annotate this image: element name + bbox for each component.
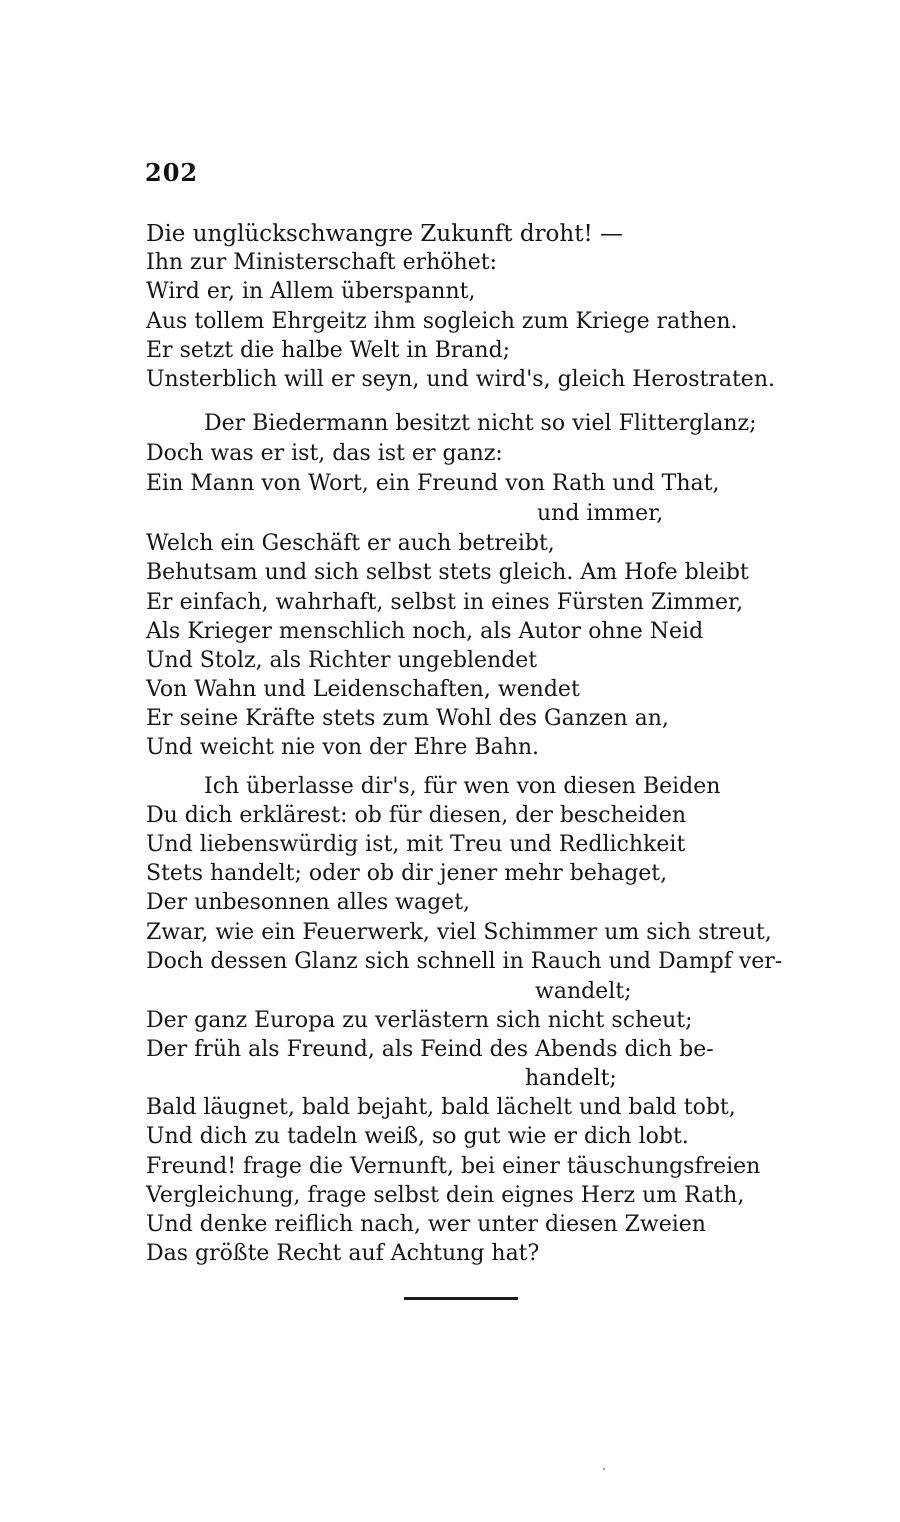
poem-line: Doch was er ist, das ist er ganz: [146, 441, 503, 466]
poem-line: Und denke reiflich nach, wer unter diesen Zweien [146, 1212, 706, 1237]
poem-line: Unsterblich will er seyn, und wird's, gleich Herostraten. [146, 367, 775, 392]
poem-line: handelt; [525, 1066, 617, 1091]
poem-line: Der früh als Freund, als Feind des Abends dich be- [146, 1037, 714, 1062]
poem-line: Die unglückschwangre Zukunft droht! — [146, 221, 624, 247]
poem-line: Wird er, in Allem überspannt, [146, 279, 476, 304]
poem-line: Ich überlasse dir's, für wen von diesen Beiden [204, 774, 721, 799]
poem-line: Ein Mann von Wort, ein Freund von Rath und That, [146, 471, 720, 496]
poem-line: Behutsam und sich selbst stets gleich. Am Hofe bleibt [146, 560, 749, 585]
poem-line: Stets handelt; oder ob dir jener mehr behaget, [146, 861, 668, 886]
poem-line: Und dich zu tadeln weiß, so gut wie er dich lobt. [146, 1124, 689, 1149]
poem-line: Der unbesonnen alles waget, [146, 890, 471, 915]
poem-line: Er seine Kräfte stets zum Wohl des Ganzen an, [146, 706, 669, 731]
poem-line: Und Stolz, als Richter ungeblendet [146, 648, 538, 673]
poem-line: Freund! frage die Vernunft, bei einer täuschungsfreien [146, 1154, 761, 1179]
paper-speck [603, 1468, 605, 1470]
poem-line: Er einfach, wahrhaft, selbst in eines Fürsten Zimmer, [146, 590, 744, 615]
page-number: 202 [145, 158, 199, 187]
poem-line: Von Wahn und Leidenschaften, wendet [146, 677, 580, 702]
poem-line: wandelt; [535, 979, 632, 1004]
poem-line: Aus tollem Ehrgeitz ihm sogleich zum Kriege rathen. [146, 309, 738, 334]
end-rule-divider [404, 1297, 518, 1300]
poem-line: Und liebenswürdig ist, mit Treu und Redlichkeit [146, 832, 686, 857]
poem-line: Er setzt die halbe Welt in Brand; [146, 338, 511, 363]
poem-line: Zwar, wie ein Feuerwerk, viel Schimmer um sich streut, [146, 920, 772, 945]
poem-line: und immer, [537, 501, 664, 526]
poem-line: Doch dessen Glanz sich schnell in Rauch und Dampf ver- [146, 949, 783, 974]
poem-line: Als Krieger menschlich noch, als Autor ohne Neid [146, 619, 704, 644]
poem-line: Welch ein Geschäft er auch betreibt, [146, 531, 555, 556]
poem-line: Das größte Recht auf Achtung hat? [146, 1241, 540, 1266]
poem-line: Du dich erklärest: ob für diesen, der bescheiden [146, 803, 687, 828]
poem-line: Der Biedermann besitzt nicht so viel Flitterglanz; [204, 411, 757, 436]
poem-line: Und weicht nie von der Ehre Bahn. [146, 735, 540, 760]
poem-line: Vergleichung, frage selbst dein eignes Herz um Rath, [146, 1183, 745, 1208]
poem-line: Bald läugnet, bald bejaht, bald lächelt und bald tobt, [146, 1095, 736, 1120]
poem-line: Der ganz Europa zu verlästern sich nicht scheut; [146, 1008, 693, 1033]
poem-line: Ihn zur Ministerschaft erhöhet: [146, 250, 497, 275]
